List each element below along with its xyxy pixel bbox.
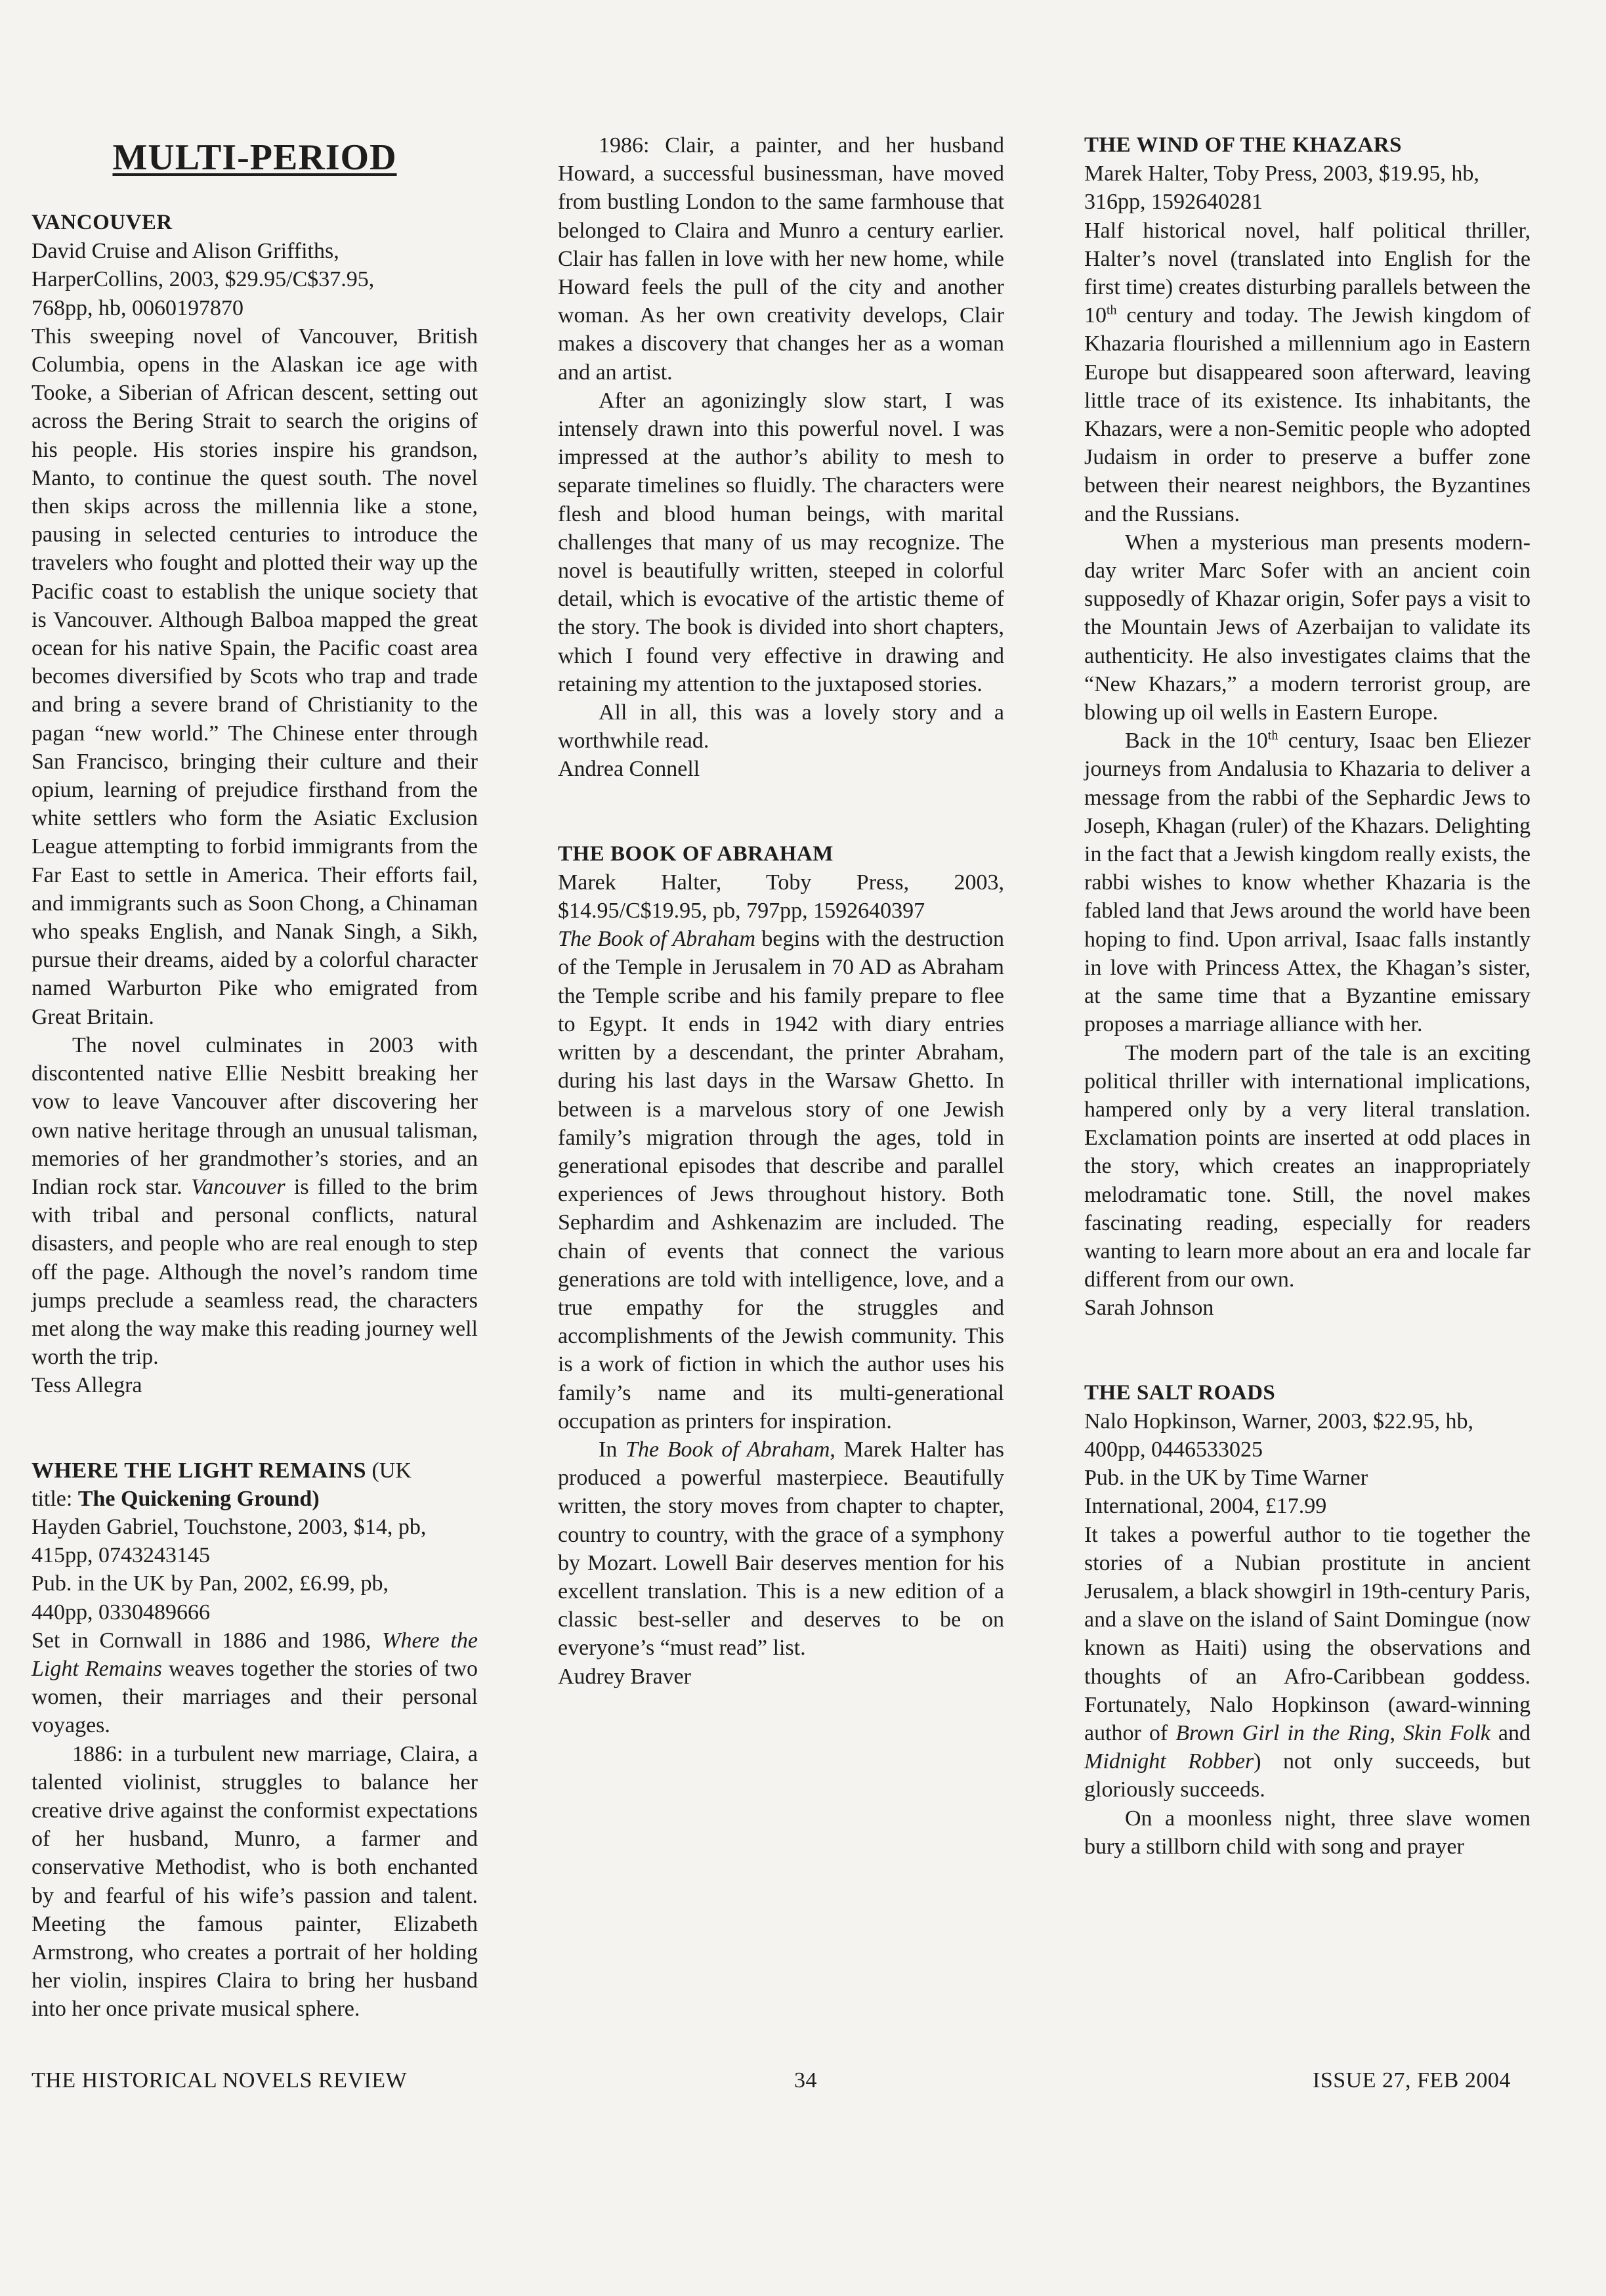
book-meta-line: $14.95/C$19.95, pb, 797pp, 1592640397 [558,899,925,924]
reviewer-name: Sarah Johnson [1084,1296,1214,1321]
review-paragraph: Set in Cornwall in 1886 and 1986, Where the Light Remains weaves together the stories of two women, their marriages and their personal voyages. [32,1628,478,1738]
review-paragraph: On a moonless night, three slave women bury a stillborn child with song and prayer [1084,1806,1531,1859]
book-meta-line: Pub. in the UK by Pan, 2002, £6.99, pb, [32,1571,389,1596]
footer-publication-name: THE HISTORICAL NOVELS REVIEW [32,2068,408,2093]
book-meta-line: 768pp, hb, 0060197870 [32,295,243,320]
book-meta-line: Hayden Gabriel, Touchstone, 2003, $14, pb, [32,1514,427,1539]
uk-title-line: title: The Quickening Ground) [32,1486,320,1511]
reviewer-name: Audrey Braver [558,1664,691,1689]
column-2 [558,131,1004,1691]
review-paragraph: All in all, this was a lovely story and a worthwhile read. [558,700,1004,754]
review-paragraph: This sweeping novel of Vancouver, British Columbia, opens in the Alaskan ice age with Tooke, a Siberian of African descent, setting out across the Bering Strait to search the origins of his people. His stories inspire his grandson, Manto, to continue the quest south. The novel then skips across the millennia like a stone, pausing in selected centuries to introduce the travelers who fought and plotted their way up the Pacific coast to establish the unique society that is Vancouver. Although Balboa mapped the great ocean for his native Spain, the Pacific coast area becomes diversified by Scots who trap and trade and bring a severe brand of Christianity to the pagan “new world.” The Chinese enter through San Francisco, bringing their culture and their opium, learning of prejudice firsthand from the white settlers who form the Asiatic Exclusion League attempting to forbid immigrants from the Far East to settle in America. Their efforts fail, and immigrants such as Soon Chong, a Chinaman who speaks English, and Nanak Singh, a Sikh, pursue their dreams, aided by a colorful character named Warburton Pike who emigrated from Great Britain. [32,324,478,1029]
review-paragraph: The Book of Abraham begins with the destruction of the Temple in Jerusalem in 70 AD as Abraham the Temple scribe and his family prepare to flee to Egypt. It ends in 1942 with diary entries written by a descendant, the printer Abraham, during his last days in the Warsaw Ghetto. In between is a marvelous story of one Jewish family’s migration through the ages, told in generational episodes that describe and parallel experiences of Jews throughout history. Both Sephardim and Ashkenazim are included. The chain of events that connect the various generations are told with intelligence, love, and a true empathy for the struggles and accomplishments of the Jewish community. This is a work of fiction in which the author uses his family’s name and its multi-generational occupation as printers for inspiration. [558,927,1005,1434]
column-1 [32,129,478,2024]
book-meta-line: Nalo Hopkinson, Warner, 2003, $22.95, hb, [1084,1409,1474,1434]
book-meta-line: Marek Halter, Toby Press, 2003, $19.95, hb, [1084,161,1479,186]
book-meta-line: David Cruise and Alison Griffiths, [32,239,339,264]
review-wind-of-the-khazars [1084,131,1531,1323]
book-meta-line: 400pp, 0446533025 [1084,1437,1263,1462]
section-title: MULTI-PERIOD [112,137,397,178]
footer-page-number: 34 [794,2068,817,2093]
review-paragraph: Half historical novel, half political thriller, Halter’s novel (translated into English for the first time) creates disturbing parallels between the 10th century and today. The Jewish kingdom of Khazaria flourished a millennium ago in Eastern Europe but disappeared soon afterward, leaving little trace of its existence. Its inhabitants, the Khazars, were a non-Semitic people who adopted Judaism in order to preserve a buffer zone between their nearest neighbors, the Byzantines and the Russians. [1084,218,1531,526]
review-vancouver [32,209,478,1400]
review-where-the-light-remains [32,1456,478,2024]
book-title-line: WHERE THE LIGHT REMAINS (UK [32,1458,412,1483]
reviewer-name: Andrea Connell [558,757,700,782]
review-paragraph: When a mysterious man presents modern-day writer Marc Sofer with an ancient coin supposedly of Khazar origin, Sofer pays a visit to the Mountain Jews of Azerbaijan to validate its authenticity. He also investigates claims that the “New Khazars,” a modern terrorist group, are blowing up oil wells in Eastern Europe. [1084,530,1531,725]
book-meta-line: 316pp, 1592640281 [1084,190,1263,215]
book-meta-line: International, 2004, £17.99 [1084,1494,1327,1519]
book-title: THE WIND OF THE KHAZARS [1084,133,1402,157]
book-meta-line: 440pp, 0330489666 [32,1600,210,1625]
footer-issue: ISSUE 27, FEB 2004 [1313,2068,1511,2093]
review-paragraph: 1986: Clair, a painter, and her husband Howard, a successful businessman, have moved from bustling London to the same farmhouse that belonged to Claira and Munro a century earlier. Clair has fallen in love with her new home, while Howard feels the pull of the city and another woman. As her own creativity develops, Clair makes a discovery that changes her as a woman and an artist. [558,133,1004,385]
review-paragraph: Back in the 10th century, Isaac ben Eliezer journeys from Andalusia to Khazaria to deliver a message from the rabbi of the Sephardic Jews to Joseph, Khagan (ruler) of the Khazars. Delighting in the fact that a Jewish kingdom really exists, the rabbi wishes to know whether Khazaria is the fabled land that Jews around the world have been hoping to find. Upon arrival, Isaac falls instantly in love with Princess Attex, the Khagan’s sister, at the same time that a Byzantine emissary proposes a marriage alliance with her. [1084,728,1531,1037]
review-paragraph: The modern part of the tale is an exciting political thriller with international implications, hampered only by a very literal translation. Exclamation points are inserted at odd places in the story, which creates an inappropriately melodramatic tone. Still, the novel makes fascinating reading, especially for readers wanting to learn more about an era and locale far different from our own. [1084,1040,1531,1292]
review-paragraph: It takes a powerful author to tie together the stories of a Nubian prostitute in ancient Jerusalem, a black showgirl in 19th-century Paris, and a slave on the island of Saint Domingue (now known as Haiti) using the observations and thoughts of an Afro-Caribbean goddess. Fortunately, Nalo Hopkinson (award-winning author of Brown Girl in the Ring, Skin Folk and Midnight Robber) not only succeeds, but gloriously succeeds. [1084,1522,1531,1802]
book-meta-line: HarperCollins, 2003, $29.95/C$37.95, [32,267,375,292]
review-paragraph: In The Book of Abraham, Marek Halter has produced a powerful masterpiece. Beautifully written, the story moves from chapter to chapter, country to country, with the grace of a symphony by Mozart. Lowell Bair deserves mention for his excellent translation. This is a new edition of a classic best-seller and deserves to be on everyone’s “must read” list. [558,1437,1005,1661]
book-meta-line: 415pp, 0743243145 [32,1543,210,1568]
reviewer-name: Tess Allegra [32,1373,142,1398]
book-title: WHERE THE LIGHT REMAINS [32,1458,366,1483]
review-salt-roads [1084,1379,1531,1861]
review-paragraph: 1886: in a turbulent new marriage, Claira, a talented violinist, struggles to balance her creative drive against the conformist expectations of her husband, Munro, a farmer and conservative Methodist, who is both enchanted by and fearful of his wife’s passion and talent. Meeting the famous painter, Elizabeth Armstrong, who creates a portrait of her holding her violin, inspires Claira to bring her husband into her once private musical sphere. [32,1741,478,2022]
book-title: THE SALT ROADS [1084,1380,1276,1405]
book-meta-line: Marek Halter, Toby Press, 2003, [558,870,1004,895]
column-3 [1084,131,1531,1861]
review-where-the-light-remains-cont [558,131,1004,784]
review-paragraph: After an agonizingly slow start, I was intensely drawn into this powerful novel. I was impressed at the author’s ability to mesh to separate timelines so fluidly. The characters were flesh and blood human beings, with marital challenges that many of us may recognize. The novel is beautifully written, steeped in colorful detail, which is evocative of the artistic theme of the story. The book is divided into short chapters, which I found very effective in drawing and retaining my attention to the juxtaposed stories. [558,388,1004,696]
review-book-of-abraham [558,840,1004,1691]
book-title: VANCOUVER [32,211,173,234]
review-paragraph: The novel culminates in 2003 with discontented native Ellie Nesbitt breaking her vow to leave Vancouver after discovering her own native heritage through an unusual talisman, memories of her grandmother’s stories, and an Indian rock star. Vancouver is filled to the brim with tribal and personal conflicts, natural disasters, and people who are real enough to step off the page. Although the novel’s random time jumps preclude a seamless read, the characters met along the way make this reading journey well worth the trip. [32,1032,478,1370]
book-meta-line: Pub. in the UK by Time Warner [1084,1466,1368,1491]
book-title: THE BOOK OF ABRAHAM [558,841,834,866]
